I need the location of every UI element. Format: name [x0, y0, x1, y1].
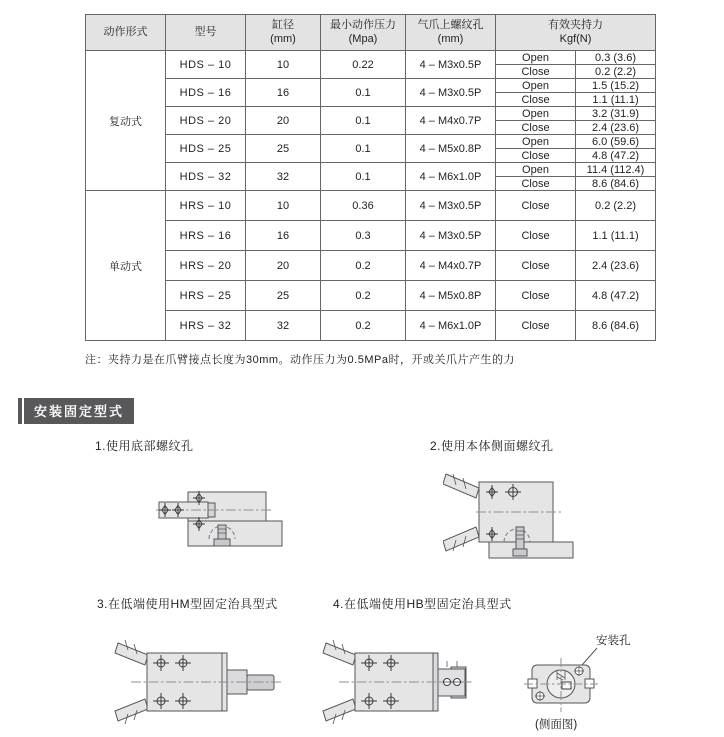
table-row: [86, 79, 656, 93]
cell-bore: 10: [246, 191, 321, 221]
cell-model: HDS – 10: [166, 51, 246, 79]
col-header-thread-unit: (mm): [437, 32, 464, 45]
cell-state: Open: [496, 135, 576, 149]
table-row: [86, 191, 656, 221]
cell-bore: 20: [246, 251, 321, 281]
cell-thread: 4 – M3x0.5P: [406, 221, 496, 251]
cell-bore: 25: [246, 281, 321, 311]
cell-state: Close: [496, 65, 576, 79]
cell-state: Close: [496, 221, 576, 251]
cell-state: Close: [496, 121, 576, 135]
mount-caption-2: 2.使用本体侧面螺纹孔: [430, 439, 554, 453]
table-row: [86, 251, 656, 281]
cell-force: 11.4 (112.4): [576, 163, 656, 177]
cell-force: 1.5 (15.2): [576, 79, 656, 93]
cell-state: Close: [496, 177, 576, 191]
cell-bore: 10: [246, 51, 321, 79]
table-row: [86, 51, 656, 65]
cell-force: 4.8 (47.2): [576, 149, 656, 163]
col-header-action-type: 动作形式: [86, 15, 166, 51]
cell-state: Open: [496, 107, 576, 121]
cell-force: 8.6 (84.6): [576, 311, 656, 341]
col-header-bore-unit: (mm): [270, 32, 296, 45]
table-row: [86, 135, 656, 149]
cell-pressure: 0.2: [321, 281, 406, 311]
cell-pressure: 0.2: [321, 311, 406, 341]
cell-bore: 20: [246, 107, 321, 135]
cell-bore: 32: [246, 311, 321, 341]
cell-thread: 4 – M6x1.0P: [406, 163, 496, 191]
col-header-pressure-unit: (Mpa): [348, 32, 378, 45]
side-view-caption: (侧面图): [535, 719, 578, 731]
cell-bore: 16: [246, 221, 321, 251]
cell-model: HDS – 20: [166, 107, 246, 135]
cell-thread: 4 – M6x1.0P: [406, 311, 496, 341]
table-footnote: 注：夹持力是在爪臂接点长度为30mm。动作压力为0.5MPa时，开或关爪片产生的力: [85, 354, 515, 366]
header-row: [86, 15, 656, 51]
spec-table: [85, 14, 656, 341]
cell-pressure: 0.36: [321, 191, 406, 221]
table-row: [86, 311, 656, 341]
cell-model: HDS – 25: [166, 135, 246, 163]
col-header-bore-title: 缸径: [272, 18, 294, 31]
cell-force: 0.2 (2.2): [576, 65, 656, 79]
cell-force: 6.0 (59.6): [576, 135, 656, 149]
cell-bore: 16: [246, 79, 321, 107]
diagram-hm-fixture: [105, 623, 295, 735]
cell-pressure: 0.2: [321, 251, 406, 281]
col-header-grip-force-title: 有效夹持力: [548, 18, 603, 31]
cell-thread: 4 – M5x0.8P: [406, 281, 496, 311]
diagram-side-view: [522, 618, 702, 736]
cell-force: 2.4 (23.6): [576, 251, 656, 281]
cell-thread: 4 – M4x0.7P: [406, 251, 496, 281]
cell-bore: 25: [246, 135, 321, 163]
cell-pressure: 0.1: [321, 79, 406, 107]
cell-force: 0.3 (3.6): [576, 51, 656, 65]
cell-state: Close: [496, 149, 576, 163]
cell-state: Close: [496, 191, 576, 221]
cell-thread: 4 – M3x0.5P: [406, 79, 496, 107]
col-header-bore: [246, 15, 321, 51]
mount-caption-3: 3.在低端使用HM型固定治具型式: [97, 597, 278, 611]
diagram-hb-fixture: [320, 623, 510, 735]
cell-action-type: 复动式: [86, 51, 166, 191]
col-header-pressure-title: 最小动作压力: [330, 18, 396, 31]
col-header-model: 型号: [166, 15, 246, 51]
cell-force: 0.2 (2.2): [576, 191, 656, 221]
col-header-thread-title: 气爪上螺纹孔: [417, 18, 484, 31]
cell-action-type: 单动式: [86, 191, 166, 341]
cell-state: Close: [496, 311, 576, 341]
cell-state: Close: [496, 251, 576, 281]
table-row: [86, 107, 656, 121]
cell-force: 1.1 (11.1): [576, 93, 656, 107]
diagram-side-mount: [443, 465, 621, 587]
cell-force: 1.1 (11.1): [576, 221, 656, 251]
table-row: [86, 163, 656, 177]
cell-state: Open: [496, 79, 576, 93]
cell-force: 2.4 (23.6): [576, 121, 656, 135]
cell-force: 8.6 (84.6): [576, 177, 656, 191]
section-title: 安装固定型式: [24, 398, 134, 424]
cell-pressure: 0.22: [321, 51, 406, 79]
cell-state: Open: [496, 163, 576, 177]
cell-thread: 4 – M5x0.8P: [406, 135, 496, 163]
cell-thread: 4 – M3x0.5P: [406, 191, 496, 221]
cell-thread: 4 – M3x0.5P: [406, 51, 496, 79]
mounting-hole: [562, 682, 571, 689]
cell-pressure: 0.3: [321, 221, 406, 251]
cell-model: HRS – 10: [166, 191, 246, 221]
cell-state: Open: [496, 51, 576, 65]
cell-force: 3.2 (31.9): [576, 107, 656, 121]
cell-force: 4.8 (47.2): [576, 281, 656, 311]
mount-caption-1: 1.使用底部螺纹孔: [95, 439, 194, 453]
table-row: [86, 281, 656, 311]
cell-pressure: 0.1: [321, 107, 406, 135]
cell-model: HRS – 25: [166, 281, 246, 311]
cell-model: HRS – 16: [166, 221, 246, 251]
cell-pressure: 0.1: [321, 135, 406, 163]
cell-model: HDS – 32: [166, 163, 246, 191]
cell-model: HRS – 32: [166, 311, 246, 341]
cell-model: HRS – 20: [166, 251, 246, 281]
table-row: [86, 221, 656, 251]
cell-pressure: 0.1: [321, 163, 406, 191]
diagram-bottom-mount: [130, 468, 310, 586]
mount-caption-4: 4.在低端使用HB型固定治具型式: [333, 597, 512, 611]
col-header-pressure: [321, 15, 406, 51]
mounting-hole-label: 安装孔: [596, 635, 631, 647]
col-header-grip-force-unit: Kgf(N): [559, 32, 592, 45]
cell-bore: 32: [246, 163, 321, 191]
section-header-bar: [18, 398, 22, 424]
section-header: [18, 398, 134, 424]
cell-state: Close: [496, 281, 576, 311]
cell-model: HDS – 16: [166, 79, 246, 107]
cell-thread: 4 – M4x0.7P: [406, 107, 496, 135]
col-header-thread: [406, 15, 496, 51]
cell-state: Close: [496, 93, 576, 107]
col-header-grip-force: [496, 15, 656, 51]
